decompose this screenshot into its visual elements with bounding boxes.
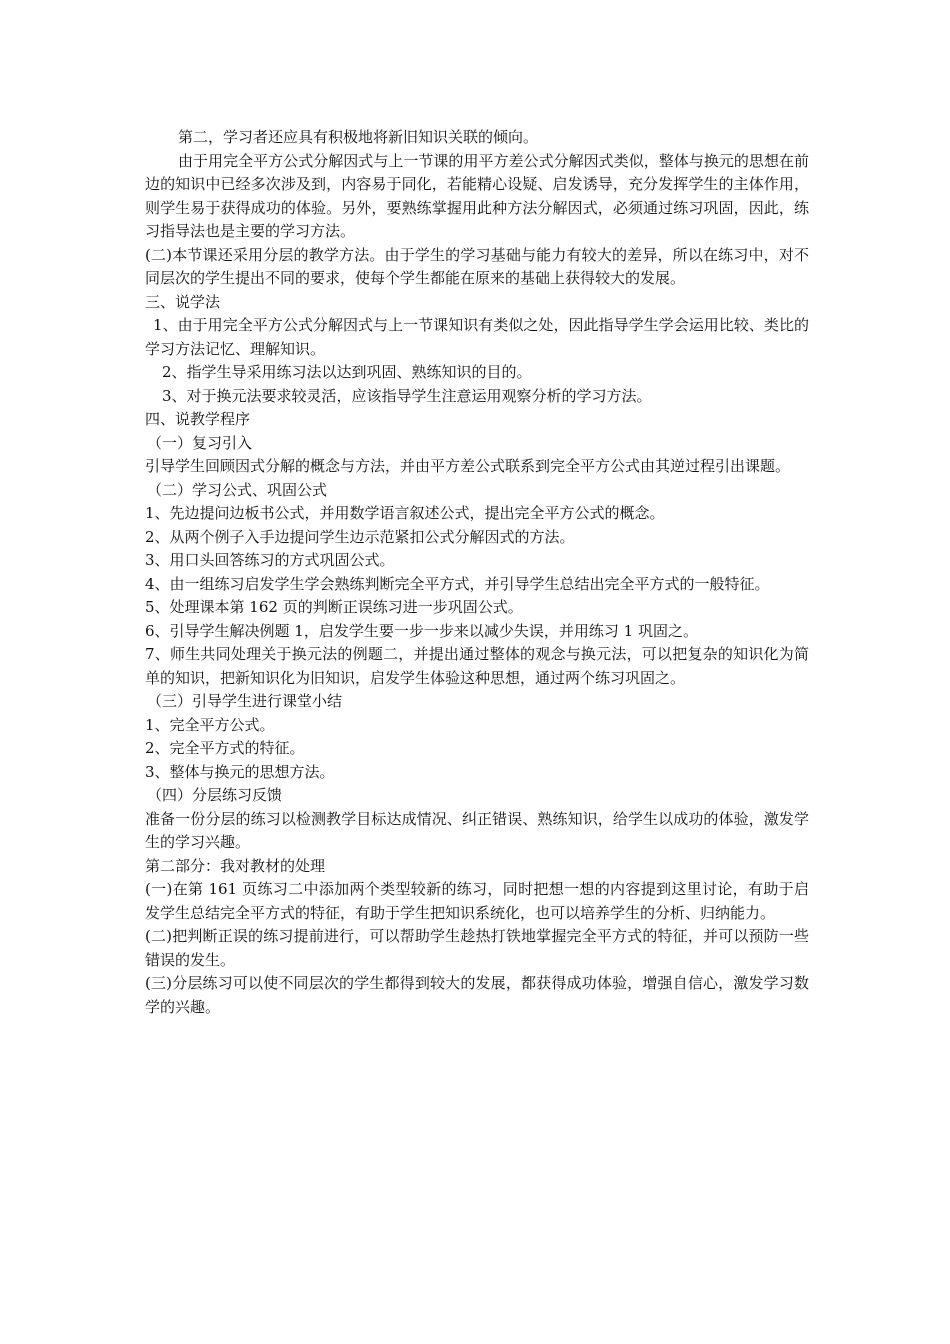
paragraph: （三）引导学生进行课堂小结	[147, 692, 343, 710]
paragraph: 准备一份分层的练习以检测教学目标达成情况、纠正错误、熟练知识，给学生以成功的体验，激发学生的学习兴趣。	[145, 809, 809, 851]
paragraph: 4、由一组练习启发学生学会熟练判断完全平方式，并引导学生总结出完全平方式的一般特征。	[145, 574, 770, 593]
paragraph: （四）分层练习反馈	[147, 786, 283, 804]
document-body	[145, 126, 809, 1019]
paragraph: 2、从两个例子入手边提问学生边示范紧扣公式分解因式的方法。	[145, 527, 575, 546]
paragraph: (二)把判断正误的练习提前进行，可以帮助学生趁热打铁地掌握完全平方式的特征，并可以预防一些错误的发生。	[145, 927, 809, 969]
paragraph: 3、用口头回答练习的方式巩固公式。	[145, 551, 395, 569]
paragraph: 三、说学法	[145, 292, 221, 311]
paragraph: 5、处理课本第 162 页的判断正误练习进一步巩固公式。	[145, 598, 523, 616]
paragraph: 3、整体与换元的思想方法。	[145, 762, 335, 781]
paragraph: 2、指学生导采用练习法以达到巩固、熟练知识的目的。	[162, 363, 532, 381]
paragraph: 由于用完全平方公式分解因式与上一节课的用平方差公式分解因式类似，整体与换元的思想在前 边的知识中已经多次涉及到，内容易于同化，若能精心设疑、启发诱导，充分发挥学生的主体作用，则学生易于获得成功的体验。另外，要熟练掌握用此种方法分解因式，必须通过练习巩固，因此，练习指导法也是主要的学习方法。	[145, 151, 809, 240]
paragraph: 1、由于用完全平方公式分解因式与上一节课知识有类似之处，因此指导学生学会运用比较、类比的学习方法记忆、理解知识。	[145, 316, 809, 358]
paragraph: (三)分层练习可以使不同层次的学生都得到较大的发展，都获得成功体验，增强自信心，激发学习数学的兴趣。	[145, 974, 809, 1016]
paragraph: 3、对于换元法要求较灵活，应该指导学生注意运用观察分析的学习方法。	[162, 386, 652, 405]
paragraph: 2、完全平方式的特征。	[145, 739, 305, 757]
paragraph: 第二，学习者还应具有积极地将新旧知识关联的倾向。	[178, 128, 539, 146]
paragraph: 7、师生共同处理关于换元法的例题二，并提出通过整体的观念与换元法，可以把复杂的知识化为简单的知识，把新知识化为旧知识，启发学生体验这种思想，通过两个练习巩固之。	[145, 645, 809, 687]
paragraph: (一)在第 161 页练习二中添加两个类型较新的练习，同时把想一想的内容提到这里讨论，有助于启发学生总结完全平方式的特征，有助于学生把知识系统化，也可以培养学生的分析、归纳能力。	[145, 880, 809, 922]
paragraph: 1、先边提问边板书公式，并用数学语言叙述公式，提出完全平方公式的概念。	[145, 504, 665, 522]
paragraph: 6、引导学生解决例题 1，启发学生要一步一步来以减少失误，并用练习 1 巩固之。	[145, 621, 698, 640]
paragraph: （一）复习引入	[147, 433, 253, 452]
paragraph: 第二部分：我对教材的处理	[145, 856, 326, 875]
paragraph: (二)本节课还采用分层的教学方法。由于学生的学习基础与能力有较大的差异，所以在练习中，对不同层次的学生提出不同的要求，使每个学生都能在原来的基础上获得较大的发展。	[145, 245, 809, 287]
paragraph: （二）学习公式、巩固公式	[147, 480, 328, 499]
paragraph: 引导学生回顾因式分解的概念与方法，并由平方差公式联系到完全平方公式由其逆过程引出课题。	[145, 457, 791, 475]
paragraph: 四、说教学程序	[145, 410, 251, 428]
paragraph: 1、完全平方公式。	[145, 715, 275, 734]
